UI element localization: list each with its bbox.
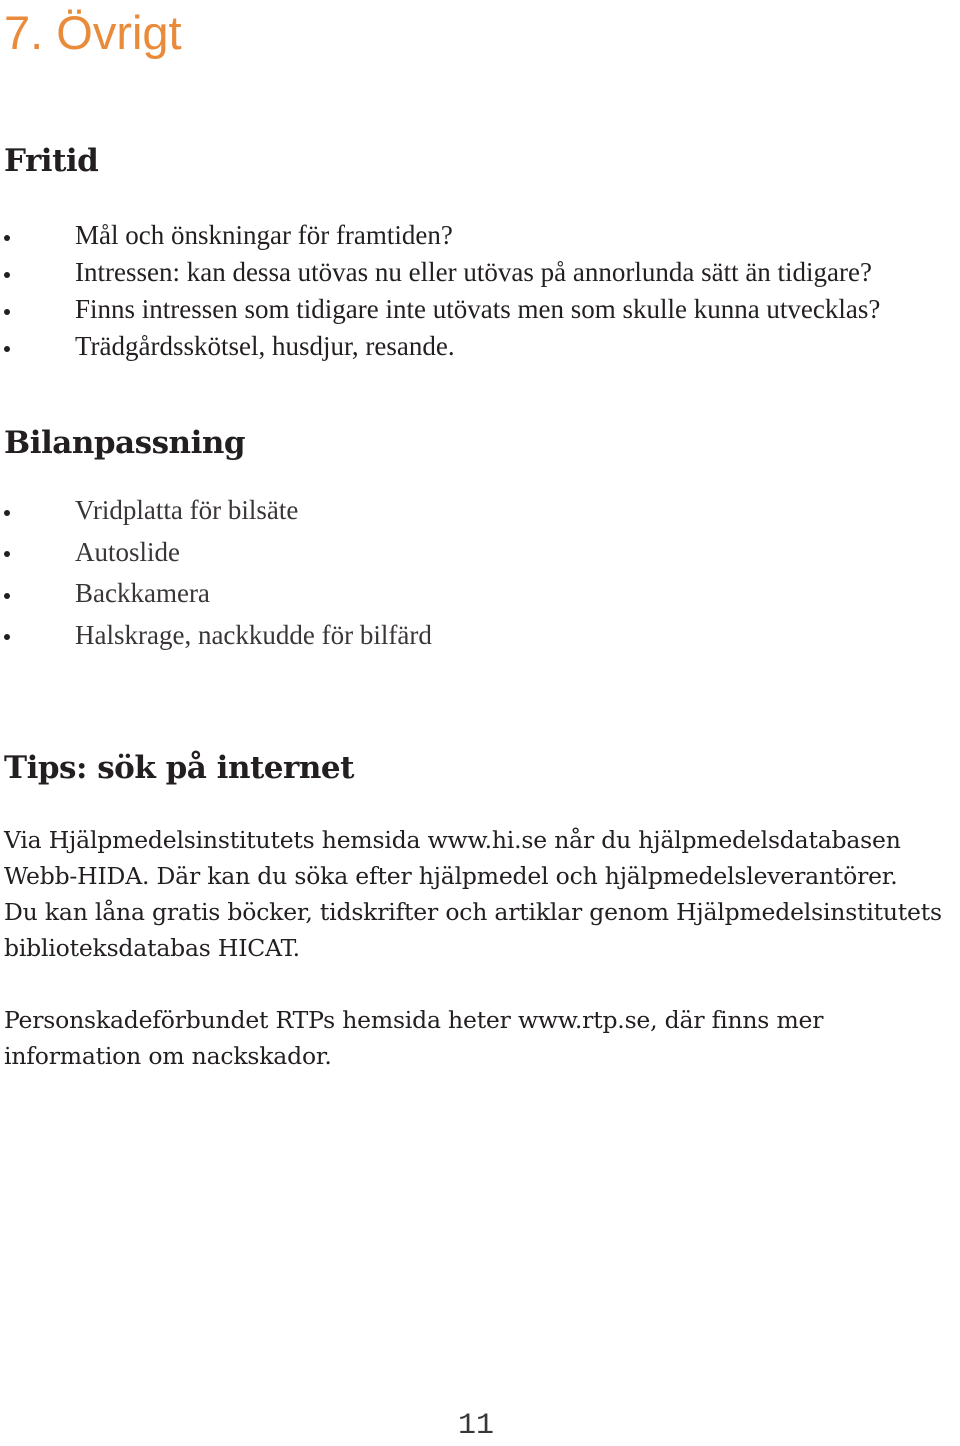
list-item-text: Autoslide — [75, 536, 180, 567]
bullet-icon — [4, 235, 10, 241]
list-item — [0, 615, 960, 657]
list-item — [0, 328, 960, 365]
fritid-list — [0, 217, 960, 365]
bullet-icon — [4, 593, 10, 599]
chapter-title: 7. Övrigt — [4, 6, 182, 59]
bullet-icon — [4, 551, 10, 557]
bullet-icon — [4, 272, 10, 278]
list-item — [0, 573, 960, 615]
section-heading-fritid: Fritid — [4, 143, 99, 179]
bullet-icon — [4, 309, 10, 315]
list-item-text: Halskrage, nackkudde för bilfärd — [75, 619, 432, 650]
paragraph-line: biblioteksdatabas HICAT. — [4, 934, 300, 962]
list-item-text: Finns intressen som tidigare inte utövats men som skulle kunna utvecklas? — [75, 294, 881, 324]
list-item-text: Vridplatta för bilsäte — [75, 495, 299, 525]
list-item — [0, 532, 960, 574]
paragraph-line: Via Hjälpmedelsinstitutets hemsida www.hi.se når du hjälpmedelsdatabasen — [4, 826, 901, 854]
list-item — [0, 291, 960, 328]
list-item-text: Mål och önskningar för framtiden? — [75, 220, 453, 250]
list-item-text: Intressen: kan dessa utövas nu eller utövas på annorlunda sätt än tidigare? — [75, 257, 873, 287]
list-item-text: Trädgårdsskötsel, husdjur, resande. — [75, 331, 455, 361]
bullet-icon — [4, 510, 10, 516]
list-item — [0, 490, 960, 532]
list-item — [0, 217, 960, 254]
paragraph-line: Personskadeförbundet RTPs hemsida heter www.rtp.se, där finns mer — [4, 1006, 824, 1034]
list-item — [0, 254, 960, 291]
page-number: 11 — [457, 1409, 494, 1443]
bullet-icon — [4, 346, 10, 352]
section-heading-bilanpassning: Bilanpassning — [4, 425, 246, 461]
bullet-icon — [4, 634, 10, 640]
paragraph-line: information om nackskador. — [4, 1042, 332, 1070]
paragraph-line: Webb-HIDA. Där kan du söka efter hjälpmedel och hjälpmedelsleverantörer. — [4, 862, 898, 890]
tips-paragraph-1 — [4, 822, 959, 966]
section-heading-tips: Tips: sök på internet — [4, 750, 354, 786]
paragraph-line: Du kan låna gratis böcker, tidskrifter och artiklar genom Hjälpmedelsinstitutets — [4, 898, 942, 926]
bilanpassning-list — [0, 490, 960, 656]
list-item-text: Backkamera — [75, 578, 210, 608]
tips-paragraph-2 — [4, 1002, 959, 1074]
